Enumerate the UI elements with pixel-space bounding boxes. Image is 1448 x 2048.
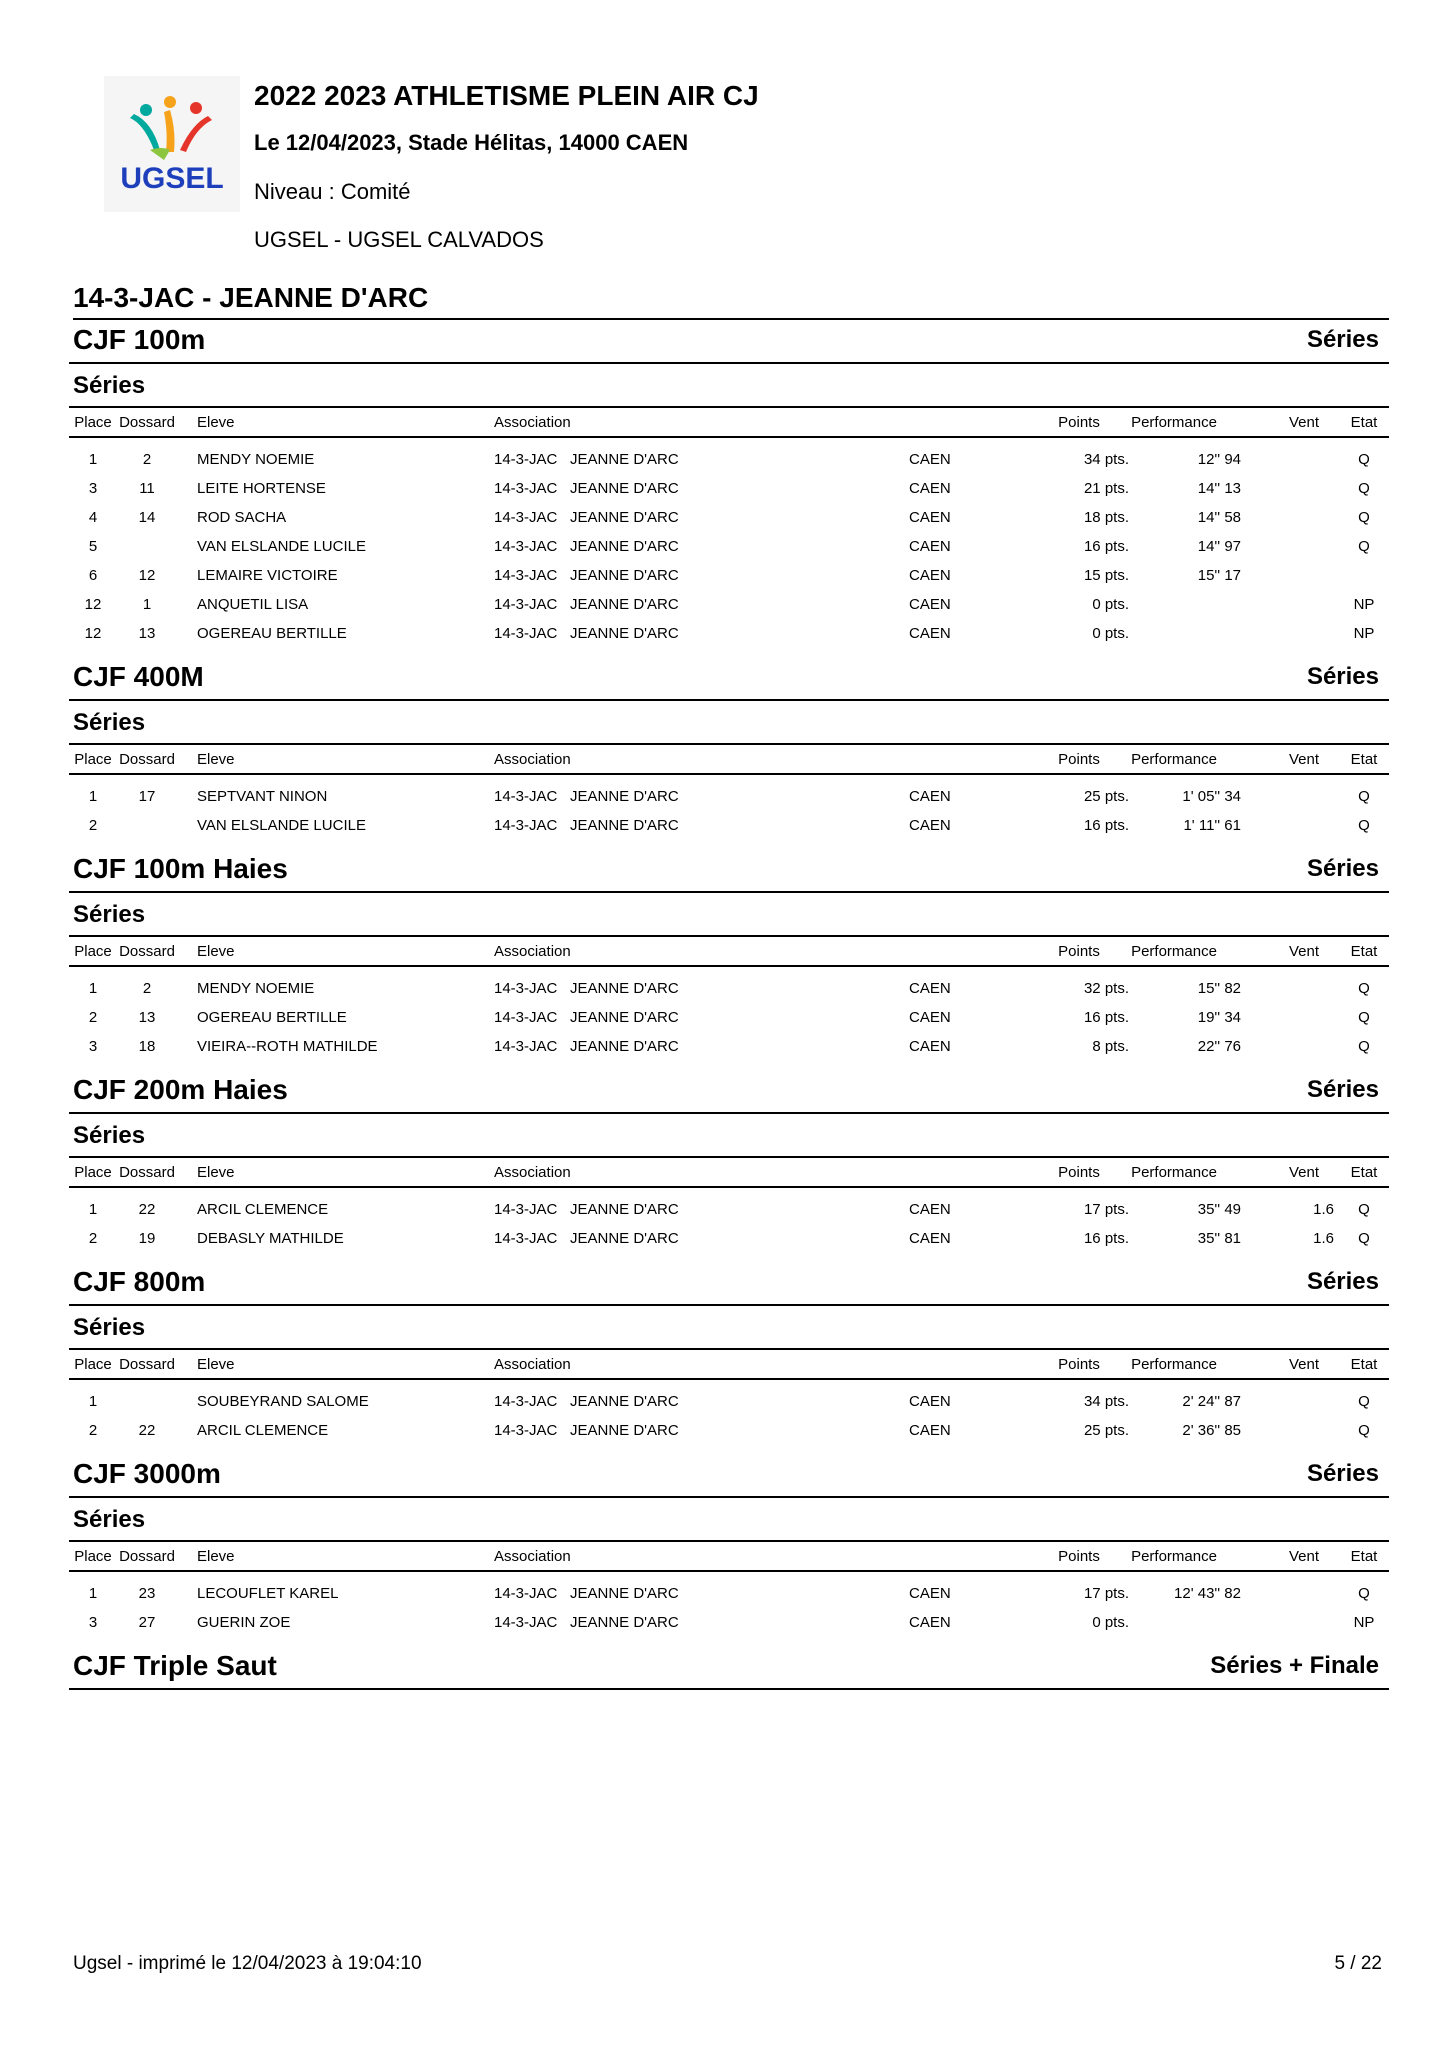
event-section: [69, 1646, 1389, 1690]
association-code-cell: 14-3-JAC: [494, 817, 558, 834]
dossard-cell: 27: [138, 1614, 156, 1631]
col-header-dossard: Dossard: [119, 414, 175, 431]
col-header-dossard: Dossard: [119, 1356, 175, 1373]
col-header-eleve: Eleve: [197, 414, 235, 431]
col-header-performance: Performance: [1131, 1356, 1217, 1373]
status-cell: Q: [1358, 1422, 1370, 1439]
result-row: [69, 589, 1389, 618]
status-cell: Q: [1358, 480, 1370, 497]
table-header-row: [69, 1542, 1389, 1572]
event-round-type: Séries: [1306, 1076, 1379, 1103]
status-cell: NP: [1353, 625, 1375, 642]
city-cell: CAEN: [909, 451, 951, 468]
association-name-cell: JEANNE D'ARC: [570, 1201, 679, 1218]
performance-cell: 35'' 49: [1197, 1201, 1241, 1218]
association-name-cell: JEANNE D'ARC: [570, 625, 679, 642]
status-cell: Q: [1358, 1230, 1370, 1247]
points-cell: 0 pts.: [1092, 596, 1129, 613]
city-cell: CAEN: [909, 509, 951, 526]
result-row: [69, 1386, 1389, 1415]
athlete-name-cell: DEBASLY MATHILDE: [197, 1230, 344, 1247]
col-header-association: Association: [494, 751, 571, 768]
association-code-cell: 14-3-JAC: [494, 1201, 558, 1218]
points-cell: 17 pts.: [1083, 1585, 1129, 1602]
col-header-performance: Performance: [1131, 414, 1217, 431]
association-name-cell: JEANNE D'ARC: [570, 596, 679, 613]
event-section: [69, 849, 1389, 1070]
col-header-association: Association: [494, 1548, 571, 1565]
place-cell: 1: [88, 1393, 98, 1410]
wind-cell: 1.6: [1313, 1201, 1334, 1218]
athlete-name-cell: ARCIL CLEMENCE: [197, 1422, 329, 1439]
col-header-performance: Performance: [1131, 943, 1217, 960]
event-round-type: Séries: [1306, 855, 1379, 882]
result-row: [69, 1031, 1389, 1060]
city-cell: CAEN: [909, 1614, 951, 1631]
col-header-place: Place: [74, 1164, 112, 1181]
meeting-date-venue: Le 12/04/2023, Stade Hélitas, 14000 CAEN: [254, 130, 689, 155]
result-row: [69, 1578, 1389, 1607]
col-header-performance: Performance: [1131, 1164, 1217, 1181]
results-table-body: [69, 967, 1389, 1070]
col-header-etat: Etat: [1350, 1548, 1378, 1565]
association-code-cell: 14-3-JAC: [494, 1009, 558, 1026]
performance-cell: 19'' 34: [1197, 1009, 1241, 1026]
event-header: [69, 1646, 1389, 1690]
association-code-cell: 14-3-JAC: [494, 596, 558, 613]
performance-cell: 12'' 94: [1197, 451, 1241, 468]
col-header-dossard: Dossard: [119, 1548, 175, 1565]
event-round-type: Séries: [1306, 1460, 1379, 1487]
performance-cell: 1' 05'' 34: [1182, 788, 1241, 805]
city-cell: CAEN: [909, 567, 951, 584]
col-header-vent: Vent: [1288, 751, 1320, 768]
performance-cell: 14'' 97: [1197, 538, 1241, 555]
col-header-association: Association: [494, 414, 571, 431]
association-name-cell: JEANNE D'ARC: [570, 1230, 679, 1247]
status-cell: Q: [1358, 1009, 1370, 1026]
performance-cell: 2' 24'' 87: [1182, 1393, 1241, 1410]
round-title: Séries: [73, 709, 146, 736]
points-cell: 25 pts.: [1083, 788, 1129, 805]
event-section: [69, 1262, 1389, 1454]
event-section: [69, 1070, 1389, 1262]
place-cell: 3: [88, 480, 98, 497]
association-name-cell: JEANNE D'ARC: [570, 451, 679, 468]
col-header-eleve: Eleve: [197, 1164, 235, 1181]
athlete-name-cell: LEMAIRE VICTOIRE: [197, 567, 338, 584]
performance-cell: 15'' 82: [1197, 980, 1241, 997]
place-cell: 2: [88, 1422, 98, 1439]
col-header-place: Place: [74, 943, 112, 960]
place-cell: 12: [84, 625, 102, 642]
association-code-cell: 14-3-JAC: [494, 538, 558, 555]
wind-cell: 1.6: [1313, 1230, 1334, 1247]
dossard-cell: 13: [138, 1009, 156, 1026]
place-cell: 6: [88, 567, 98, 584]
table-header-row: [69, 745, 1389, 775]
place-cell: 2: [88, 1009, 98, 1026]
status-cell: NP: [1353, 1614, 1375, 1631]
city-cell: CAEN: [909, 538, 951, 555]
event-title: CJF 100m Haies: [73, 853, 288, 884]
meeting-level: Niveau : Comité: [254, 179, 411, 204]
round-header: [69, 893, 1389, 937]
city-cell: CAEN: [909, 1038, 951, 1055]
result-row: [69, 781, 1389, 810]
athlete-name-cell: ROD SACHA: [197, 509, 287, 526]
points-cell: 25 pts.: [1083, 1422, 1129, 1439]
round-header: [69, 1306, 1389, 1350]
association-code-cell: 14-3-JAC: [494, 1038, 558, 1055]
event-section: [69, 320, 1389, 657]
athlete-name-cell: GUERIN ZOE: [197, 1614, 291, 1631]
performance-cell: 12' 43'' 82: [1174, 1585, 1241, 1602]
association-name-cell: JEANNE D'ARC: [570, 980, 679, 997]
results-table-body: [69, 1572, 1389, 1646]
association-code-cell: 14-3-JAC: [494, 1230, 558, 1247]
col-header-points: Points: [1058, 751, 1100, 768]
place-cell: 12: [84, 596, 102, 613]
place-cell: 2: [88, 1230, 98, 1247]
points-cell: 34 pts.: [1083, 1393, 1129, 1410]
result-row: [69, 1194, 1389, 1223]
col-header-etat: Etat: [1350, 1356, 1378, 1373]
performance-cell: 14'' 58: [1197, 509, 1241, 526]
col-header-points: Points: [1058, 1164, 1100, 1181]
col-header-association: Association: [494, 1356, 571, 1373]
city-cell: CAEN: [909, 480, 951, 497]
result-row: [69, 810, 1389, 839]
status-cell: Q: [1358, 1585, 1370, 1602]
results-table-body: [69, 438, 1389, 657]
points-cell: 17 pts.: [1083, 1201, 1129, 1218]
dossard-cell: 14: [138, 509, 156, 526]
athlete-name-cell: MENDY NOEMIE: [197, 451, 315, 468]
city-cell: CAEN: [909, 1585, 951, 1602]
place-cell: 4: [88, 509, 98, 526]
dossard-cell: 1: [142, 596, 152, 613]
col-header-points: Points: [1058, 1356, 1100, 1373]
dossard-cell: 12: [138, 567, 156, 584]
col-header-association: Association: [494, 943, 571, 960]
result-row: [69, 560, 1389, 589]
logo-text: UGSEL: [120, 162, 224, 195]
performance-cell: 2' 36'' 85: [1182, 1422, 1241, 1439]
event-round-type: Séries + Finale: [1210, 1652, 1379, 1679]
points-cell: 16 pts.: [1083, 1009, 1129, 1026]
athlete-name-cell: VAN ELSLANDE LUCILE: [197, 538, 366, 555]
points-cell: 32 pts.: [1083, 980, 1129, 997]
results-table-body: [69, 1188, 1389, 1262]
round-title: Séries: [73, 901, 146, 928]
association-code-cell: 14-3-JAC: [494, 625, 558, 642]
association-name-cell: JEANNE D'ARC: [570, 480, 679, 497]
col-header-points: Points: [1058, 1548, 1100, 1565]
col-header-etat: Etat: [1350, 414, 1378, 431]
event-round-type: Séries: [1306, 663, 1379, 690]
points-cell: 16 pts.: [1083, 1230, 1129, 1247]
points-cell: 18 pts.: [1083, 509, 1129, 526]
meeting-organisation: UGSEL - UGSEL CALVADOS: [254, 227, 544, 252]
col-header-eleve: Eleve: [197, 943, 235, 960]
col-header-vent: Vent: [1288, 1356, 1320, 1373]
event-title: CJF Triple Saut: [73, 1650, 277, 1681]
athlete-name-cell: SOUBEYRAND SALOME: [197, 1393, 369, 1410]
col-header-etat: Etat: [1350, 751, 1378, 768]
athlete-name-cell: OGEREAU BERTILLE: [197, 1009, 347, 1026]
dossard-cell: 11: [139, 480, 155, 497]
dossard-cell: 13: [138, 625, 156, 642]
ugsel-logo: [104, 76, 240, 212]
performance-cell: 14'' 13: [1197, 480, 1241, 497]
points-cell: 0 pts.: [1092, 625, 1129, 642]
points-cell: 0 pts.: [1092, 1614, 1129, 1631]
round-title: Séries: [73, 1122, 146, 1149]
result-row: [69, 473, 1389, 502]
association-name-cell: JEANNE D'ARC: [570, 567, 679, 584]
city-cell: CAEN: [909, 1201, 951, 1218]
status-cell: Q: [1358, 509, 1370, 526]
dossard-cell: 2: [142, 451, 152, 468]
round-header: [69, 1114, 1389, 1158]
event-header: [69, 1070, 1389, 1114]
table-header-row: [69, 1350, 1389, 1380]
association-code-cell: 14-3-JAC: [494, 567, 558, 584]
result-row: [69, 1002, 1389, 1031]
association-name-cell: JEANNE D'ARC: [570, 1422, 679, 1439]
association-code-cell: 14-3-JAC: [494, 1422, 558, 1439]
col-header-vent: Vent: [1288, 943, 1320, 960]
athlete-name-cell: VIEIRA--ROTH MATHILDE: [197, 1038, 378, 1055]
col-header-etat: Etat: [1350, 1164, 1378, 1181]
status-cell: Q: [1358, 1201, 1370, 1218]
points-cell: 34 pts.: [1083, 451, 1129, 468]
col-header-place: Place: [74, 1548, 112, 1565]
place-cell: 1: [88, 788, 98, 805]
col-header-performance: Performance: [1131, 751, 1217, 768]
points-cell: 21 pts.: [1083, 480, 1129, 497]
association-name-cell: JEANNE D'ARC: [570, 538, 679, 555]
performance-cell: 1' 11'' 61: [1183, 817, 1241, 834]
event-title: CJF 100m: [73, 324, 206, 355]
city-cell: CAEN: [909, 788, 951, 805]
event-header: [69, 657, 1389, 701]
col-header-etat: Etat: [1350, 943, 1378, 960]
result-row: [69, 1223, 1389, 1252]
association-name-cell: JEANNE D'ARC: [570, 1009, 679, 1026]
city-cell: CAEN: [909, 817, 951, 834]
status-cell: Q: [1358, 788, 1370, 805]
result-row: [69, 531, 1389, 560]
event-title: CJF 400M: [73, 661, 204, 692]
city-cell: CAEN: [909, 1230, 951, 1247]
association-code-cell: 14-3-JAC: [494, 509, 558, 526]
event-section: [69, 657, 1389, 849]
table-header-row: [69, 408, 1389, 438]
place-cell: 1: [88, 1201, 98, 1218]
place-cell: 3: [88, 1038, 98, 1055]
dossard-cell: 18: [138, 1038, 156, 1055]
association-code-cell: 14-3-JAC: [494, 1393, 558, 1410]
col-header-eleve: Eleve: [197, 1356, 235, 1373]
round-header: [69, 364, 1389, 408]
association-heading: 14-3-JAC - JEANNE D'ARC: [73, 282, 1389, 320]
col-header-vent: Vent: [1288, 1548, 1320, 1565]
col-header-dossard: Dossard: [119, 943, 175, 960]
athlete-name-cell: ANQUETIL LISA: [197, 596, 309, 613]
association-code-cell: 14-3-JAC: [494, 451, 558, 468]
results-table-body: [69, 775, 1389, 849]
result-row: [69, 618, 1389, 647]
event-header: [69, 320, 1389, 364]
place-cell: 1: [88, 980, 98, 997]
athlete-name-cell: VAN ELSLANDE LUCILE: [197, 817, 366, 834]
city-cell: CAEN: [909, 596, 951, 613]
dossard-cell: 17: [138, 788, 156, 805]
result-row: [69, 502, 1389, 531]
table-header-row: [69, 1158, 1389, 1188]
col-header-dossard: Dossard: [119, 1164, 175, 1181]
association-name-cell: JEANNE D'ARC: [570, 817, 679, 834]
city-cell: CAEN: [909, 980, 951, 997]
table-header-row: [69, 937, 1389, 967]
round-header: [69, 1498, 1389, 1542]
event-title: CJF 200m Haies: [73, 1074, 288, 1105]
col-header-points: Points: [1058, 414, 1100, 431]
place-cell: 1: [88, 451, 98, 468]
athlete-name-cell: LECOUFLET KAREL: [197, 1585, 339, 1602]
col-header-place: Place: [74, 414, 112, 431]
dossard-cell: 2: [142, 980, 152, 997]
association-code-cell: 14-3-JAC: [494, 980, 558, 997]
result-row: [69, 444, 1389, 473]
event-round-type: Séries: [1306, 1268, 1379, 1295]
points-cell: 16 pts.: [1083, 538, 1129, 555]
event-round-type: Séries: [1306, 326, 1379, 353]
status-cell: Q: [1358, 980, 1370, 997]
col-header-vent: Vent: [1288, 414, 1320, 431]
round-title: Séries: [73, 1506, 146, 1533]
association-name-cell: JEANNE D'ARC: [570, 1614, 679, 1631]
col-header-performance: Performance: [1131, 1548, 1217, 1565]
athlete-name-cell: LEITE HORTENSE: [197, 480, 326, 497]
result-row: [69, 1415, 1389, 1444]
print-footer: Ugsel - imprimé le 12/04/2023 à 19:04:10: [73, 1953, 422, 1974]
event-title: CJF 3000m: [73, 1458, 221, 1489]
status-cell: Q: [1358, 1038, 1370, 1055]
association-name-cell: JEANNE D'ARC: [570, 509, 679, 526]
status-cell: Q: [1358, 451, 1370, 468]
result-row: [69, 973, 1389, 1002]
athlete-name-cell: SEPTVANT NINON: [197, 788, 328, 805]
round-title: Séries: [73, 372, 146, 399]
col-header-dossard: Dossard: [119, 751, 175, 768]
place-cell: 3: [88, 1614, 98, 1631]
performance-cell: 15'' 17: [1197, 567, 1241, 584]
association-code-cell: 14-3-JAC: [494, 480, 558, 497]
meeting-title: 2022 2023 ATHLETISME PLEIN AIR CJ: [254, 80, 759, 111]
col-header-points: Points: [1058, 943, 1100, 960]
points-cell: 16 pts.: [1083, 817, 1129, 834]
status-cell: NP: [1353, 596, 1375, 613]
status-cell: Q: [1358, 817, 1370, 834]
athlete-name-cell: ARCIL CLEMENCE: [197, 1201, 329, 1218]
event-header: [69, 1454, 1389, 1498]
dossard-cell: 19: [138, 1230, 156, 1247]
round-header: [69, 701, 1389, 745]
city-cell: CAEN: [909, 625, 951, 642]
place-cell: 5: [88, 538, 98, 555]
performance-cell: 35'' 81: [1197, 1230, 1241, 1247]
events-list: [69, 320, 1389, 1690]
place-cell: 1: [88, 1585, 98, 1602]
association-name-cell: JEANNE D'ARC: [570, 1393, 679, 1410]
association-code-cell: 14-3-JAC: [494, 1585, 558, 1602]
performance-cell: 22'' 76: [1197, 1038, 1241, 1055]
association-name-cell: JEANNE D'ARC: [570, 1585, 679, 1602]
association-code-cell: 14-3-JAC: [494, 788, 558, 805]
col-header-association: Association: [494, 1164, 571, 1181]
status-cell: Q: [1358, 1393, 1370, 1410]
dossard-cell: 22: [138, 1201, 156, 1218]
dossard-cell: 23: [138, 1585, 156, 1602]
result-row: [69, 1607, 1389, 1636]
dossard-cell: 22: [138, 1422, 156, 1439]
col-header-place: Place: [74, 751, 112, 768]
col-header-eleve: Eleve: [197, 751, 235, 768]
event-header: [69, 1262, 1389, 1306]
col-header-vent: Vent: [1288, 1164, 1320, 1181]
city-cell: CAEN: [909, 1009, 951, 1026]
city-cell: CAEN: [909, 1393, 951, 1410]
association-name-cell: JEANNE D'ARC: [570, 1038, 679, 1055]
athlete-name-cell: MENDY NOEMIE: [197, 980, 315, 997]
round-title: Séries: [73, 1314, 146, 1341]
athlete-name-cell: OGEREAU BERTILLE: [197, 625, 347, 642]
results-table-body: [69, 1380, 1389, 1454]
place-cell: 2: [88, 817, 98, 834]
col-header-place: Place: [74, 1356, 112, 1373]
report-header: [104, 72, 1004, 252]
points-cell: 15 pts.: [1083, 567, 1129, 584]
city-cell: CAEN: [909, 1422, 951, 1439]
event-section: [69, 1454, 1389, 1646]
points-cell: 8 pts.: [1092, 1038, 1129, 1055]
association-code-cell: 14-3-JAC: [494, 1614, 558, 1631]
col-header-eleve: Eleve: [197, 1548, 235, 1565]
event-title: CJF 800m: [73, 1266, 206, 1297]
page-number: 5 / 22: [1334, 1953, 1382, 1974]
association-name-cell: JEANNE D'ARC: [570, 788, 679, 805]
ugsel-logo-icon: [104, 76, 240, 212]
status-cell: Q: [1358, 538, 1370, 555]
event-header: [69, 849, 1389, 893]
